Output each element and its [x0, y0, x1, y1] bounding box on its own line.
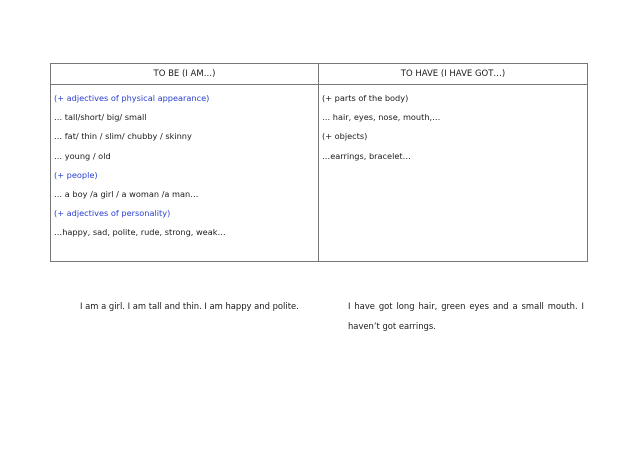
list-item: … a boy /a girl / a woman /a man… — [54, 188, 199, 199]
to-be-header: TO BE (I AM…) — [51, 64, 319, 85]
table-header-row — [51, 64, 588, 85]
list-item: (+ objects) — [322, 131, 368, 142]
list-item: … fat/ thin / slim/ chubby / skinny — [54, 131, 192, 142]
list-item: (+ adjectives of personality) — [54, 208, 171, 219]
list-item: (+ adjectives of physical appearance) — [54, 93, 210, 103]
grammar-table — [50, 63, 588, 262]
to-be-list — [51, 85, 318, 243]
list-item: … hair, eyes, nose, mouth,… — [322, 112, 441, 123]
list-item: (+ parts of the body) — [322, 93, 409, 103]
to-have-cell — [319, 85, 588, 262]
list-item: (+ people) — [54, 169, 98, 180]
to-have-list — [319, 85, 587, 166]
list-item: … tall/short/ big/ small — [54, 112, 147, 123]
table-body-row — [51, 85, 588, 262]
to-have-header: TO HAVE (I HAVE GOT…) — [319, 64, 588, 85]
list-item: … young / old — [54, 150, 111, 161]
to-have-example-sentence: I have got long hair, green eyes and a small mouth. I haven’t got earrings. — [348, 301, 584, 331]
to-be-example-sentence: I am a girl. I am tall and thin. I am happy and polite. — [80, 301, 299, 311]
to-be-cell — [51, 85, 319, 262]
list-item: …earrings, bracelet… — [322, 150, 411, 161]
list-item: …happy, sad, polite, rude, strong, weak… — [54, 227, 226, 238]
